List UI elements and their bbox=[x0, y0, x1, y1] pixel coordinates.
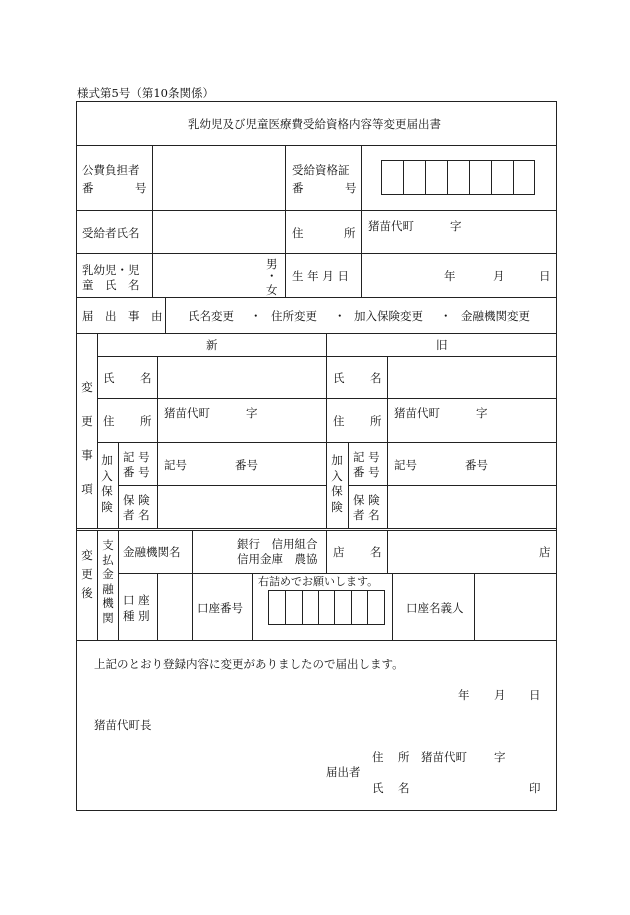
notifier-address-label-a: 住 bbox=[372, 750, 384, 764]
branch-label-a: 店 bbox=[333, 545, 345, 559]
statement: 上記のとおり登録内容に変更がありましたので届出します。 bbox=[94, 657, 404, 671]
reason-insurance-change[interactable]: 加入保険変更 bbox=[354, 309, 423, 323]
footer-year: 年 bbox=[458, 688, 470, 702]
change-items-label: 変更事項 bbox=[81, 380, 93, 496]
address-label-b: 所 bbox=[344, 226, 356, 240]
new-address-label-b: 所 bbox=[140, 414, 152, 428]
old-symbol: 記号 bbox=[394, 458, 417, 472]
gender-female[interactable]: 女 bbox=[266, 283, 278, 297]
reason-address-change[interactable]: 住所変更 bbox=[271, 309, 317, 323]
footer-month: 月 bbox=[494, 688, 506, 702]
new-number: 番号 bbox=[235, 458, 258, 472]
public-payer-label: 公費負担者 bbox=[82, 163, 140, 177]
new-symbol-number-label-2: 番 号 bbox=[123, 465, 150, 479]
old-address-town: 猪苗代町 bbox=[394, 406, 440, 420]
account-holder-field[interactable] bbox=[476, 575, 555, 639]
reason-separator-3: ・ bbox=[440, 309, 452, 323]
new-name-label-a: 氏 bbox=[103, 371, 115, 385]
new-symbol-number-label: 記 号 bbox=[123, 450, 150, 464]
public-payer-label-2a: 番 bbox=[82, 181, 94, 195]
old-symbol-number-label: 記 号 bbox=[353, 450, 380, 464]
reason-separator-1: ・ bbox=[250, 309, 262, 323]
old-number: 番号 bbox=[465, 458, 488, 472]
recipient-name-field[interactable] bbox=[154, 212, 284, 252]
cert-number-label-2a: 番 bbox=[292, 181, 304, 195]
cert-number-label-2b: 号 bbox=[345, 181, 357, 195]
new-insurer-field[interactable] bbox=[159, 487, 325, 527]
new-header: 新 bbox=[206, 338, 218, 352]
cert-number-boxes[interactable] bbox=[382, 161, 534, 194]
old-address-aza: 字 bbox=[476, 406, 488, 420]
birth-month: 月 bbox=[493, 269, 505, 283]
address-aza: 字 bbox=[450, 219, 462, 233]
recipient-name-label: 受給者氏名 bbox=[82, 226, 140, 240]
footer-day: 日 bbox=[529, 688, 541, 702]
after-change-label: 変更後 bbox=[81, 548, 93, 600]
branch-label-b: 名 bbox=[370, 545, 382, 559]
seal-mark: 印 bbox=[529, 781, 541, 795]
old-symbol-number-label-2: 番 号 bbox=[353, 465, 380, 479]
old-insurer-field[interactable] bbox=[389, 487, 555, 527]
new-symbol: 記号 bbox=[164, 458, 187, 472]
new-name-label-b: 名 bbox=[140, 371, 152, 385]
old-header: 旧 bbox=[436, 338, 448, 352]
notifier-label: 届出者 bbox=[326, 765, 361, 779]
gender-separator: ・ bbox=[266, 269, 278, 283]
account-type-label: 口 座 bbox=[123, 593, 150, 607]
bank-name-label: 金融機関名 bbox=[123, 545, 181, 559]
branch-suffix: 店 bbox=[539, 545, 551, 559]
public-payer-number-field[interactable] bbox=[154, 147, 284, 209]
account-type-field[interactable] bbox=[159, 575, 191, 639]
account-holder-label: 口座名義人 bbox=[406, 601, 464, 615]
public-payer-label-2b: 号 bbox=[135, 181, 147, 195]
notifier-name-label-a: 氏 bbox=[372, 781, 384, 795]
reason-separator-2: ・ bbox=[334, 309, 346, 323]
address-town: 猪苗代町 bbox=[368, 219, 414, 233]
branch-name-field[interactable] bbox=[389, 532, 534, 572]
new-address-label-a: 住 bbox=[103, 414, 115, 428]
notifier-name-label-b: 名 bbox=[398, 781, 410, 795]
notifier-address-label-b: 所 bbox=[398, 750, 410, 764]
notifier-address-aza: 字 bbox=[494, 750, 506, 764]
birth-day: 日 bbox=[539, 269, 551, 283]
old-address-label-a: 住 bbox=[333, 414, 345, 428]
old-name-field[interactable] bbox=[389, 358, 555, 397]
birth-year: 年 bbox=[444, 269, 456, 283]
new-name-field[interactable] bbox=[159, 358, 325, 397]
account-type-label-2: 種 別 bbox=[123, 609, 150, 623]
addressee: 猪苗代町長 bbox=[94, 718, 152, 732]
address-label-a: 住 bbox=[292, 226, 304, 240]
reason-bank-change[interactable]: 金融機関変更 bbox=[461, 309, 530, 323]
old-name-label-b: 名 bbox=[370, 371, 382, 385]
old-insurer-label-2: 者 名 bbox=[353, 508, 380, 522]
child-name-label-2: 童 氏 名 bbox=[82, 278, 140, 292]
old-insurance-label: 加入保険 bbox=[331, 453, 343, 514]
reason-label: 届 出 事 由 bbox=[82, 309, 163, 323]
birthdate-label: 生 年 月 日 bbox=[292, 269, 349, 283]
payment-bank-label: 支払金融機関 bbox=[102, 538, 114, 625]
old-name-label-a: 氏 bbox=[333, 371, 345, 385]
new-insurance-label: 加入保険 bbox=[101, 453, 113, 514]
notifier-name-field[interactable] bbox=[414, 776, 524, 796]
notifier-address-town: 猪苗代町 bbox=[421, 750, 467, 764]
reason-name-change[interactable]: 氏名変更 bbox=[188, 309, 234, 323]
new-insurer-label: 保 険 bbox=[123, 493, 150, 507]
account-number-label: 口座番号 bbox=[197, 601, 243, 615]
bank-types-line1[interactable]: 銀行 信用組合 bbox=[237, 537, 318, 551]
right-align-note: 右詰めでお願いします。 bbox=[258, 575, 379, 588]
new-address-aza: 字 bbox=[246, 406, 258, 420]
bank-types-line2[interactable]: 信用金庫 農協 bbox=[237, 552, 318, 566]
gender-male[interactable]: 男 bbox=[266, 257, 278, 271]
child-name-label: 乳幼児・児 bbox=[82, 263, 140, 277]
cert-number-label: 受給資格証 bbox=[292, 163, 350, 177]
form-title: 乳幼児及び児童医療費受給資格内容等変更届出書 bbox=[188, 117, 441, 131]
form-number: 様式第5号（第10条関係） bbox=[77, 86, 214, 100]
child-name-field[interactable] bbox=[154, 255, 254, 296]
old-address-label-b: 所 bbox=[370, 414, 382, 428]
old-insurer-label: 保 険 bbox=[353, 493, 380, 507]
new-insurer-label-2: 者 名 bbox=[123, 508, 150, 522]
new-address-town: 猪苗代町 bbox=[164, 406, 210, 420]
account-number-boxes[interactable] bbox=[269, 591, 384, 624]
